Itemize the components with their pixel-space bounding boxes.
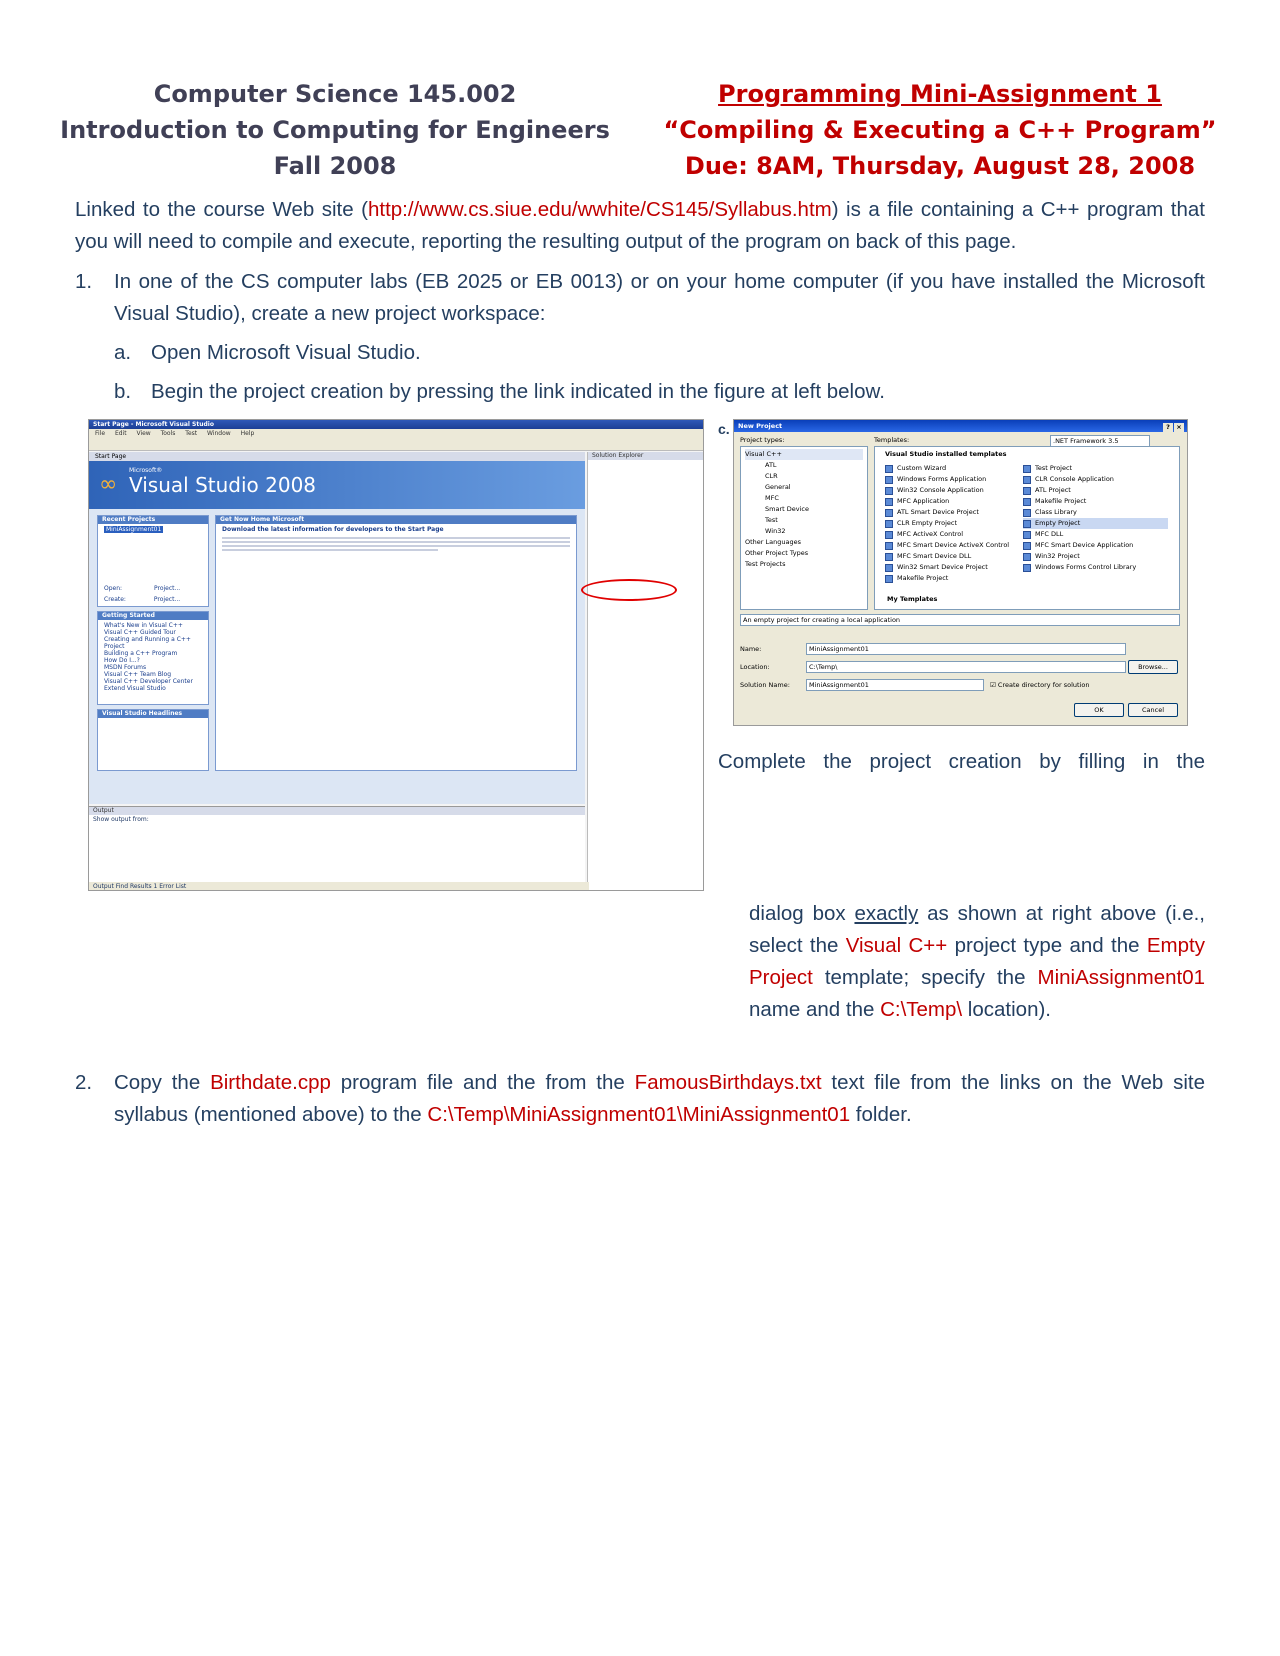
vs-start-page [89, 452, 585, 804]
vs-output-sub: Show output from: [93, 816, 149, 823]
step1c-text: dialog box exactly as shown at right above (i.e., select the Visual C++ project type and the Empty Project template; specify the MiniAssignment01 name and the C:\Temp\ location). [749, 902, 1205, 1021]
name-field: MiniAssignment01 [806, 643, 1126, 655]
vs-brand-pre: Microsoft® [129, 467, 163, 474]
vs-output-window [89, 806, 585, 891]
step1-text: In one of the CS computer labs (EB 2025 or EB 0013) or on your home computer (if you have installed the Microsoft Visual Studio), create a new project workspace: [114, 270, 1205, 325]
vs-news-text: Download the latest information for developers to the Start Page [222, 526, 444, 533]
vs-logo-icon: ∞ [99, 472, 118, 497]
name-label: Name: [740, 645, 762, 653]
new-project-dialog-figure [733, 419, 1188, 726]
step2-text: Copy the Birthdate.cpp program file and the from the FamousBirthdays.txt text file from the links on the Web site syllabus (mentioned above) to the C:\Temp\MiniAssignment01\MiniAssignment01 folder. [114, 1071, 1206, 1126]
close-icon: × [1174, 423, 1184, 432]
vs-brand: Visual Studio 2008 [129, 473, 317, 497]
step1c-lead: Complete the project creation by filling in the [718, 750, 1205, 773]
step1-number: 1. [75, 270, 93, 293]
intro-text-post: ) is a file containing a C++ program that you will need to compile and execute, reporting the resulting output of the program on back of this page. [75, 198, 1205, 253]
cancel-button: Cancel [1128, 703, 1178, 717]
vs-open-row: Open: Project... [104, 585, 181, 592]
vs-start-page-figure [88, 419, 704, 891]
vs-toolbar [89, 438, 703, 451]
emphasis-exactly: exactly [854, 902, 919, 925]
vs-solution-explorer [587, 452, 704, 890]
vs-getting-started-panel [97, 611, 209, 705]
course-number: Computer Science 145.002 [153, 80, 517, 108]
vs-bottom-tabs: Output Find Results 1 Error List [89, 882, 589, 891]
step1c-label: c. [718, 421, 730, 437]
solution-field: MiniAssignment01 [806, 679, 984, 691]
assignment-due: Due: 8AM, Thursday, August 28, 2008 [684, 152, 1196, 180]
dialog-title-bar: New Project ? × [734, 420, 1187, 432]
vs-banner [89, 461, 585, 509]
vs-recent-heading: Recent Projects [98, 516, 208, 524]
vs-create-row: Create: Project... [104, 596, 181, 603]
vs-news-panel [215, 515, 577, 771]
template-description: An empty project for creating a local application [740, 614, 1180, 626]
step2-number: 2. [75, 1071, 93, 1094]
templates-label: Templates: [874, 436, 910, 444]
browse-button: Browse... [1128, 660, 1178, 674]
vs-title-bar: Start Page - Microsoft Visual Studio [89, 420, 703, 429]
framework-select: .NET Framework 3.5 [1050, 435, 1150, 447]
vs-start-body [89, 509, 585, 804]
location-label: Location: [740, 663, 770, 671]
course-title: Introduction to Computing for Engineers [60, 116, 610, 144]
location-field: C:\Temp\ [806, 661, 1126, 673]
step1b-label: b. [114, 380, 132, 403]
highlight-ellipse [581, 579, 677, 601]
create-directory-checkbox: ☑ Create directory for solution [990, 681, 1090, 689]
assignment-header [650, 76, 1230, 184]
step1b-text: Begin the project creation by pressing the link indicated in the figure at left below. [151, 380, 885, 403]
intro-paragraph [75, 194, 1205, 258]
solution-label: Solution Name: [740, 681, 790, 689]
vs-recent-item: MiniAssignment01 [106, 526, 162, 533]
intro-text-pre: Linked to the course Web site ( [75, 198, 368, 221]
vs-output-title: Output [89, 807, 585, 815]
vs-recent-projects-panel [97, 515, 209, 607]
assignment-title: Programming Mini-Assignment 1 [718, 80, 1162, 108]
vs-solution-explorer-title: Solution Explorer [588, 452, 704, 460]
assignment-subtitle: “Compiling & Executing a C++ Program” [663, 116, 1217, 144]
vs-headlines-heading: Visual Studio Headlines [98, 710, 208, 718]
project-types-label: Project types: [740, 436, 785, 444]
help-icon: ? [1163, 423, 1173, 432]
syllabus-link[interactable]: http://www.cs.siue.edu/wwhite/CS145/Syllabus.htm [367, 198, 832, 221]
step1a-label: a. [114, 341, 132, 364]
vs-headlines-panel [97, 709, 209, 771]
step1a-text: Open Microsoft Visual Studio. [151, 341, 421, 364]
ok-button: OK [1074, 703, 1124, 717]
vs-menu-bar: File Edit View Tools Test Window Help [89, 429, 703, 438]
vs-getting-heading: Getting Started [98, 612, 208, 620]
course-term: Fall 2008 [273, 152, 397, 180]
vs-getting-list: What's New in Visual C++ Visual C++ Guided Tour Creating and Running a C++ Project Building a C++ Program How Do I...? MSDN Forums Visual C++ Team Blog Visual C++ Developer Center Extend Visual Studio [104, 622, 193, 692]
vs-news-heading: Get Now Home Microsoft [216, 516, 576, 524]
course-header [60, 76, 610, 184]
templates-list: Visual Studio installed templates Custom Wizard Windows Forms Application Win32 Console Application MFC Application ATL Smart Device Project CLR Empty Project MFC ActiveX Control MFC Smart Device ActiveX Control MFC Smart Device DLL Win32 Smart Device Project Makefile Project Test Project CLR Console Application ATL Project Makefile Project Class Library Empty Project MFC DLL MFC Smart Device Application Win32 Project Windows Forms Control Library My Templates [874, 446, 1180, 610]
vs-tab-start-page: Start Page [89, 452, 585, 461]
project-types-tree: Visual C++ ATL CLR General MFC Smart Device Test Win32 Other Languages Other Project Types Test Projects [740, 446, 868, 610]
